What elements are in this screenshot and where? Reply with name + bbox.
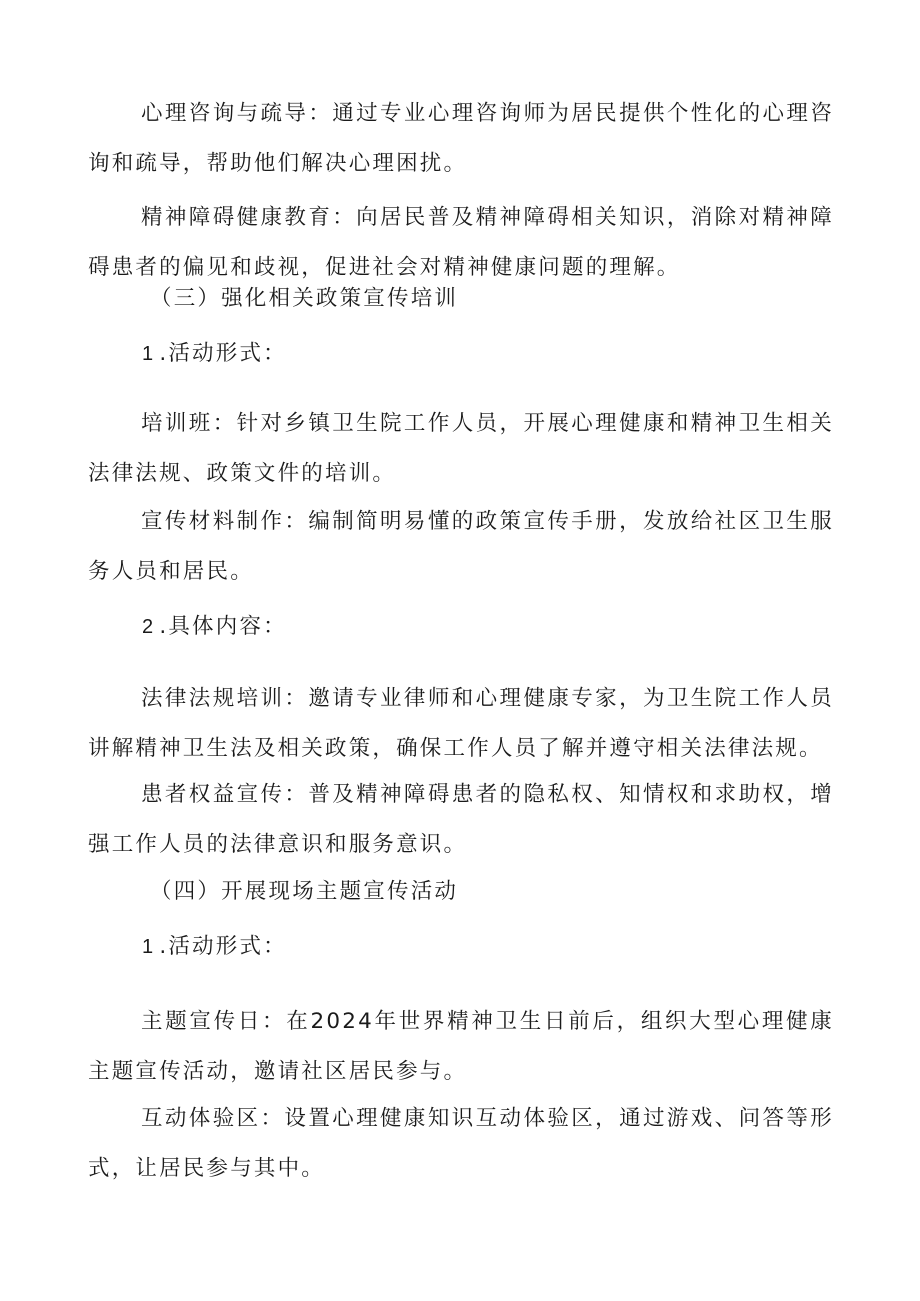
subheading-number: 1 bbox=[142, 936, 156, 958]
paragraph-training-class: 培训班：针对乡镇卫生院工作人员，开展心理健康和精神卫生相关法律法规、政策文件的培训。 bbox=[88, 411, 834, 486]
paragraph-theme-day: 主题宣传日：在2024年世界精神卫生日前后，组织大型心理健康主题宣传活动，邀请社区居民参与。 bbox=[88, 1009, 834, 1084]
paragraph-patient-rights: 患者权益宣传：普及精神障碍患者的隐私权、知情权和求助权，增强工作人员的法律意识和服务意识。 bbox=[88, 782, 834, 857]
subheading-text: .活动形式： bbox=[159, 341, 287, 366]
subheading-text: .具体内容： bbox=[159, 614, 287, 639]
paragraph-mental-disorder-education: 精神障碍健康教育：向居民普及精神障碍相关知识，消除对精神障碍患者的偏见和歧视，促进社会对精神健康问题的理解。 bbox=[88, 205, 834, 280]
paragraph-legal-training: 法律法规培训：邀请专业律师和心理健康专家，为卫生院工作人员讲解精神卫生法及相关政策，确保工作人员了解并遵守相关法律法规。 bbox=[88, 686, 834, 761]
subheading-number: 2 bbox=[142, 616, 156, 638]
section-heading-policy-training: （三）强化相关政策宣传培训 bbox=[150, 286, 459, 311]
subheading-number: 1 bbox=[142, 343, 156, 365]
paragraph-promotional-materials: 宣传材料制作：编制简明易懂的政策宣传手册，发放给社区卫生服务人员和居民。 bbox=[88, 509, 834, 584]
subheading-activity-form bbox=[142, 339, 287, 369]
subheading-specific-content bbox=[142, 612, 287, 642]
paragraph-psychological-counseling: 心理咨询与疏导：通过专业心理咨询师为居民提供个性化的心理咨询和疏导，帮助他们解决心理困扰。 bbox=[88, 101, 834, 176]
section-heading-onsite-campaign: （四）开展现场主题宣传活动 bbox=[150, 879, 459, 904]
paragraph-interactive-zone: 互动体验区：设置心理健康知识互动体验区，通过游戏、问答等形式，让居民参与其中。 bbox=[88, 1106, 834, 1181]
subheading-activity-form-2 bbox=[142, 932, 287, 962]
subheading-text: .活动形式： bbox=[159, 934, 287, 959]
